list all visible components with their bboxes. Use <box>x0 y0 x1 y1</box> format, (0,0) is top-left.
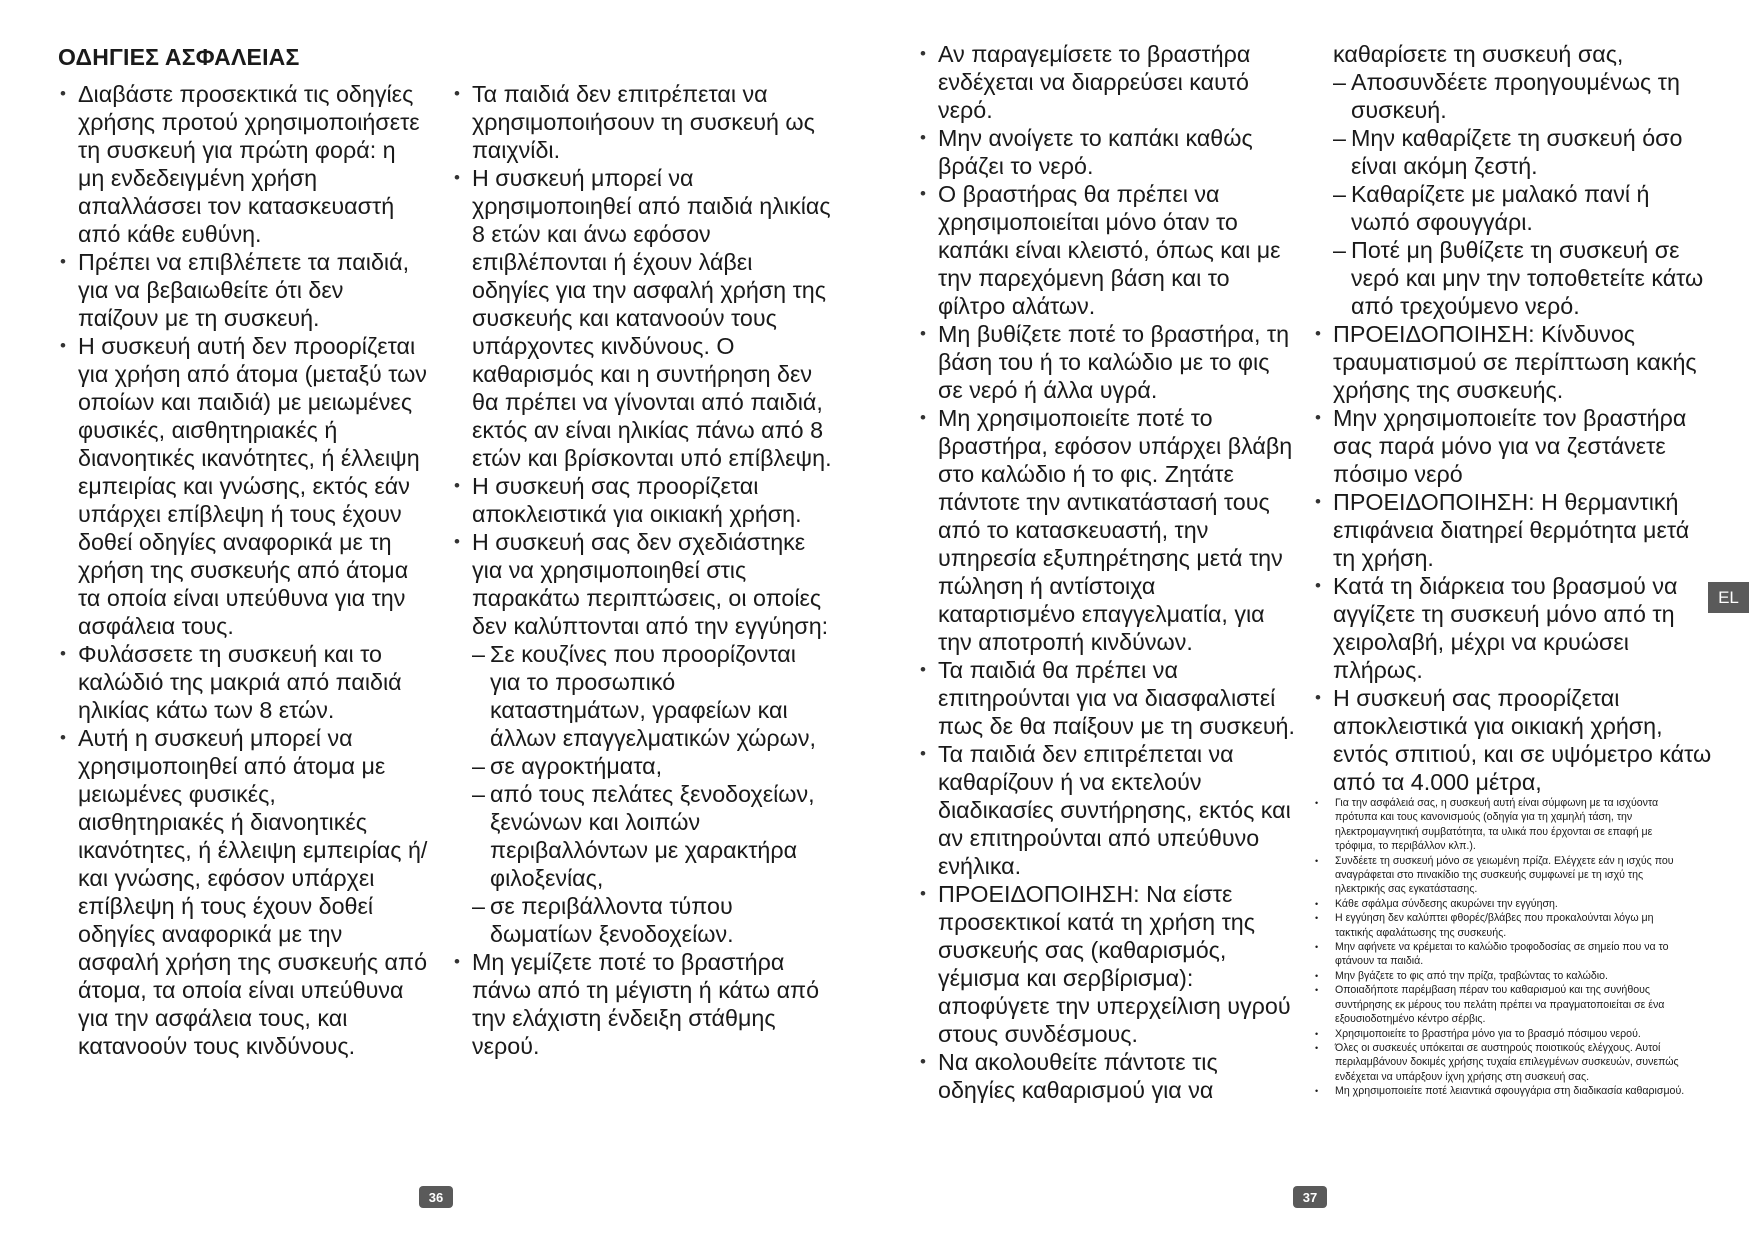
list-item: • Τα παιδιά δεν επιτρέπεται να χρησιμοποιήσουν τη συσκευή ως παιχνίδι. <box>452 80 832 164</box>
list-item: • Φυλάσσετε τη συσκευή και το καλώδιό της μακριά από παιδιά ηλικίας κάτω των 8 ετών. <box>58 640 428 724</box>
small-item: • Χρησιμοποιείτε το βραστήρα μόνο για το βρασμό πόσιμου νερού. <box>1313 1027 1688 1041</box>
safety-list-3 <box>918 40 1298 1104</box>
small-item: • Όλες οι συσκευές υπόκειται σε αυστηρούς ποιοτικούς ελέγχους. Αυτοί περιλαμβάνουν δοκιμές χρήσης τυχαία επιλεγμένων συσκευών, συνεπώς ενδέχεται να υπάρξουν ίχνη χρήσης στη συσκευή σας. <box>1313 1041 1688 1084</box>
list-item: • Να ακολουθείτε πάντοτε τις οδηγίες καθαρισμού για να <box>918 1048 1298 1104</box>
list-item: • Η συσκευή αυτή δεν προορίζεται για χρήση από άτομα (μεταξύ των οποίων και παιδιά) με μειωμένες φυσικές, αισθητηριακές ή διανοητικές ικανότητες, ή έλλειψη εμπειρίας και γνώσης, εκτός εάν υπάρχει επίβλεψη ή τους έχουν δοθεί οδηγίες αναφορικά με τη χρήση της συσκευής από άτομα τα οποία είναι υπεύθυνα για την ασφάλεια τους. <box>58 332 428 640</box>
page-number-right: 37 <box>1293 1186 1327 1208</box>
list-item: • ΠΡΟΕΙΔΟΠΟΙΗΣΗ: Να είστε προσεκτικοί κατά τη χρήση της συσκευής σας (καθαρισμός, γέμισμα και σερβίρισμα): αποφύγετε την υπερχείλιση υγρού στους συνδέσμους. <box>918 880 1298 1048</box>
small-item: • Μη χρησιμοποιείτε ποτέ λειαντικά σφουγγάρια στη διαδικασία καθαρισμού. <box>1313 1084 1688 1098</box>
small-print-list <box>1313 796 1688 1099</box>
list-item: • Μη βυθίζετε ποτέ το βραστήρα, τη βάση του ή το καλώδιο με το φις σε νερό ή άλλα υγρά. <box>918 320 1298 404</box>
dash-item: – σε περιβάλλοντα τύπου δωματίων ξενοδοχείων. <box>472 892 832 948</box>
list-item: • Κατά τη διάρκεια του βρασμού να αγγίζετε τη συσκευή μόνο από τη χειρολαβή, μέχρι να κρυώσει πλήρως. <box>1313 572 1713 684</box>
continuation-text: καθαρίσετε τη συσκευή σας, <box>1333 41 1624 67</box>
list-item: • Τα παιδιά θα πρέπει να επιτηρούνται για να διασφαλιστεί πως δε θα παίξουν με τη συσκευή. <box>918 656 1298 740</box>
safety-list-1 <box>58 80 428 1060</box>
column-4 <box>1313 40 1713 1099</box>
warranty-intro: Η συσκευή σας δεν σχεδιάστηκε για να χρησιμοποιηθεί στις παρακάτω περιπτώσεις, οι οποίες δεν καλύπτονται από την εγγύηση: <box>472 529 829 639</box>
warranty-exclusions-list <box>472 640 832 948</box>
cleaning-list <box>1333 68 1713 320</box>
small-item: • Η εγγύηση δεν καλύπτει φθορές/βλάβες που προκαλούνται λόγω μη τακτικής αφαλάτωσης της συσκευής. <box>1313 911 1688 940</box>
column-2 <box>452 80 832 1060</box>
dash-item: – Ποτέ μη βυθίζετε τη συσκευή σε νερό και μην την τοποθετείτε κάτω από τρεχούμενο νερό. <box>1333 236 1713 320</box>
dash-item: – από τους πελάτες ξενοδοχείων, ξενώνων και λοιπών περιβαλλόντων με χαρακτήρα φιλοξενίας, <box>472 780 832 892</box>
dash-item: – Αποσυνδέετε προηγουμένως τη συσκευή. <box>1333 68 1713 124</box>
list-item: • Αυτή η συσκευή μπορεί να χρησιμοποιηθεί από άτομα με μειωμένες φυσικές, αισθητηριακές ή διανοητικές ικανότητες, ή έλλειψη εμπειρίας ή/και γνώσης, εφόσον υπάρχει επίβλεψη ή τους έχουν δοθεί οδηγίες αναφορικά με την ασφαλή χρήση της συσκευής από άτομα, τα οποία είναι υπεύθυνα για την ασφάλεια τους, και κατανοούν τους κινδύνους. <box>58 724 428 1060</box>
safety-list-4 <box>1313 320 1713 796</box>
small-item: • Κάθε σφάλμα σύνδεσης ακυρώνει την εγγύηση. <box>1313 897 1688 911</box>
list-item: • Η συσκευή μπορεί να χρησιμοποιηθεί από παιδιά ηλικίας 8 ετών και άνω εφόσον επιβλέπονται ή έχουν λάβει οδηγίες για την ασφαλή χρήση της συσκευής και κατανοούν τους υπάρχοντες κινδύνους. Ο καθαρισμός και η συντήρηση δεν θα πρέπει να γίνονται από παιδιά, εκτός αν είναι ηλικίας πάνω από 8 ετών και βρίσκονται υπό επίβλεψη. <box>452 164 832 472</box>
list-item: • Πρέπει να επιβλέπετε τα παιδιά, για να βεβαιωθείτε ότι δεν παίζουν με τη συσκευή. <box>58 248 428 332</box>
list-item: • Διαβάστε προσεκτικά τις οδηγίες χρήσης προτού χρησιμοποιήσετε τη συσκευή για πρώτη φορά: η μη ενδεδειγμένη χρήση απαλλάσσει τον κατασκευαστή από κάθε ευθύνη. <box>58 80 428 248</box>
list-item: • Μη χρησιμοποιείτε ποτέ το βραστήρα, εφόσον υπάρχει βλάβη στο καλώδιο ή το φις. Ζητάτε πάντοτε την αντικατάστασή τους από το κατασκευαστή, την υπηρεσία εξυπηρέτησης μετά την πώληση ή αντίστοιχα καταρτισμένο επαγγελματία, για την αποτροπή κινδύνων. <box>918 404 1298 656</box>
column-1 <box>58 80 428 1060</box>
list-item: • Τα παιδιά δεν επιτρέπεται να καθαρίζουν ή να εκτελούν διαδικασίες συντήρησης, εκτός και αν επιτηρούνται από υπεύθυνο ενήλικα. <box>918 740 1298 880</box>
small-item: • Συνδέετε τη συσκευή μόνο σε γειωμένη πρίζα. Ελέγχετε εάν η ισχύς που αναγράφεται στο πινακίδιο της συσκευής συμφωνεί με τη ισχύ της ηλεκτρικής σας εγκατάστασης. <box>1313 854 1688 897</box>
small-item: • Μην βγάζετε το φις από την πρίζα, τραβώντας το καλώδιο. <box>1313 969 1688 983</box>
list-item-warranty <box>452 528 832 948</box>
dash-item: – σε αγροκτήματα, <box>472 752 832 780</box>
dash-item: – Καθαρίζετε με μαλακό πανί ή νωπό σφουγγάρι. <box>1333 180 1713 236</box>
small-item: • Για την ασφάλειά σας, η συσκευή αυτή είναι σύμφωνη με τα ισχύοντα πρότυπα και τους κανονισμούς (οδηγία για τη χαμηλή τάση, την ηλεκτρομαγνητική συμβατότητα, τα υλικά που έρχονται σε επαφή με τρόφιμα, το περιβάλλον κλπ.). <box>1313 796 1688 854</box>
list-item: • ΠΡΟΕΙΔΟΠΟΙΗΣΗ: Η θερμαντική επιφάνεια διατηρεί θερμότητα μετά τη χρήση. <box>1313 488 1713 572</box>
list-item: • ΠΡΟΕΙΔΟΠΟΙΗΣΗ: Κίνδυνος τραυματισμού σε περίπτωση κακής χρήσης της συσκευής. <box>1313 320 1713 404</box>
page-number-left: 36 <box>419 1186 453 1208</box>
list-item: • Μη γεμίζετε ποτέ το βραστήρα πάνω από τη μέγιστη ή κάτω από την ελάχιστη ένδειξη στάθμης νερού. <box>452 948 832 1060</box>
small-item: • Μην αφήνετε να κρέμεται το καλώδιο τροφοδοσίας σε σημείο που να το φτάνουν τα παιδιά. <box>1313 940 1688 969</box>
list-item: • Η συσκευή σας προορίζεται αποκλειστικά για οικιακή χρήση, εντός σπιτιού, και σε υψόμετρο κάτω από τα 4.000 μέτρα, <box>1313 684 1713 796</box>
list-item: • Μην χρησιμοποιείτε τον βραστήρα σας παρά μόνο για να ζεστάνετε πόσιμο νερό <box>1313 404 1713 488</box>
list-item: • Αν παραγεμίσετε το βραστήρα ενδέχεται να διαρρεύσει καυτό νερό. <box>918 40 1298 124</box>
page-title: ΟΔΗΓΙΕΣ ΑΣΦΑΛΕΙΑΣ <box>58 44 300 70</box>
list-item: • Η συσκευή σας προορίζεται αποκλειστικά για οικιακή χρήση. <box>452 472 832 528</box>
dash-item: – Μην καθαρίζετε τη συσκευή όσο είναι ακόμη ζεστή. <box>1333 124 1713 180</box>
safety-list-2 <box>452 80 832 1060</box>
column-3 <box>918 40 1298 1104</box>
language-tab: EL <box>1708 582 1749 613</box>
small-item: • Οποιαδήποτε παρέμβαση πέραν του καθαρισμού και της συνήθους συντήρησης εκ μέρους του πελάτη πρέπει να πραγματοποιείται σε ένα εξουσιοδοτημένο κέντρο σέρβις. <box>1313 983 1688 1026</box>
list-item: • Ο βραστήρας θα πρέπει να χρησιμοποιείται μόνο όταν το καπάκι είναι κλειστό, όπως και με την παρεχόμενη βάση και το φίλτρο αλάτων. <box>918 180 1298 320</box>
list-item: • Μην ανοίγετε το καπάκι καθώς βράζει το νερό. <box>918 124 1298 180</box>
dash-item: – Σε κουζίνες που προορίζονται για το προσωπικό καταστημάτων, γραφείων και άλλων επαγγελματικών χώρων, <box>472 640 832 752</box>
